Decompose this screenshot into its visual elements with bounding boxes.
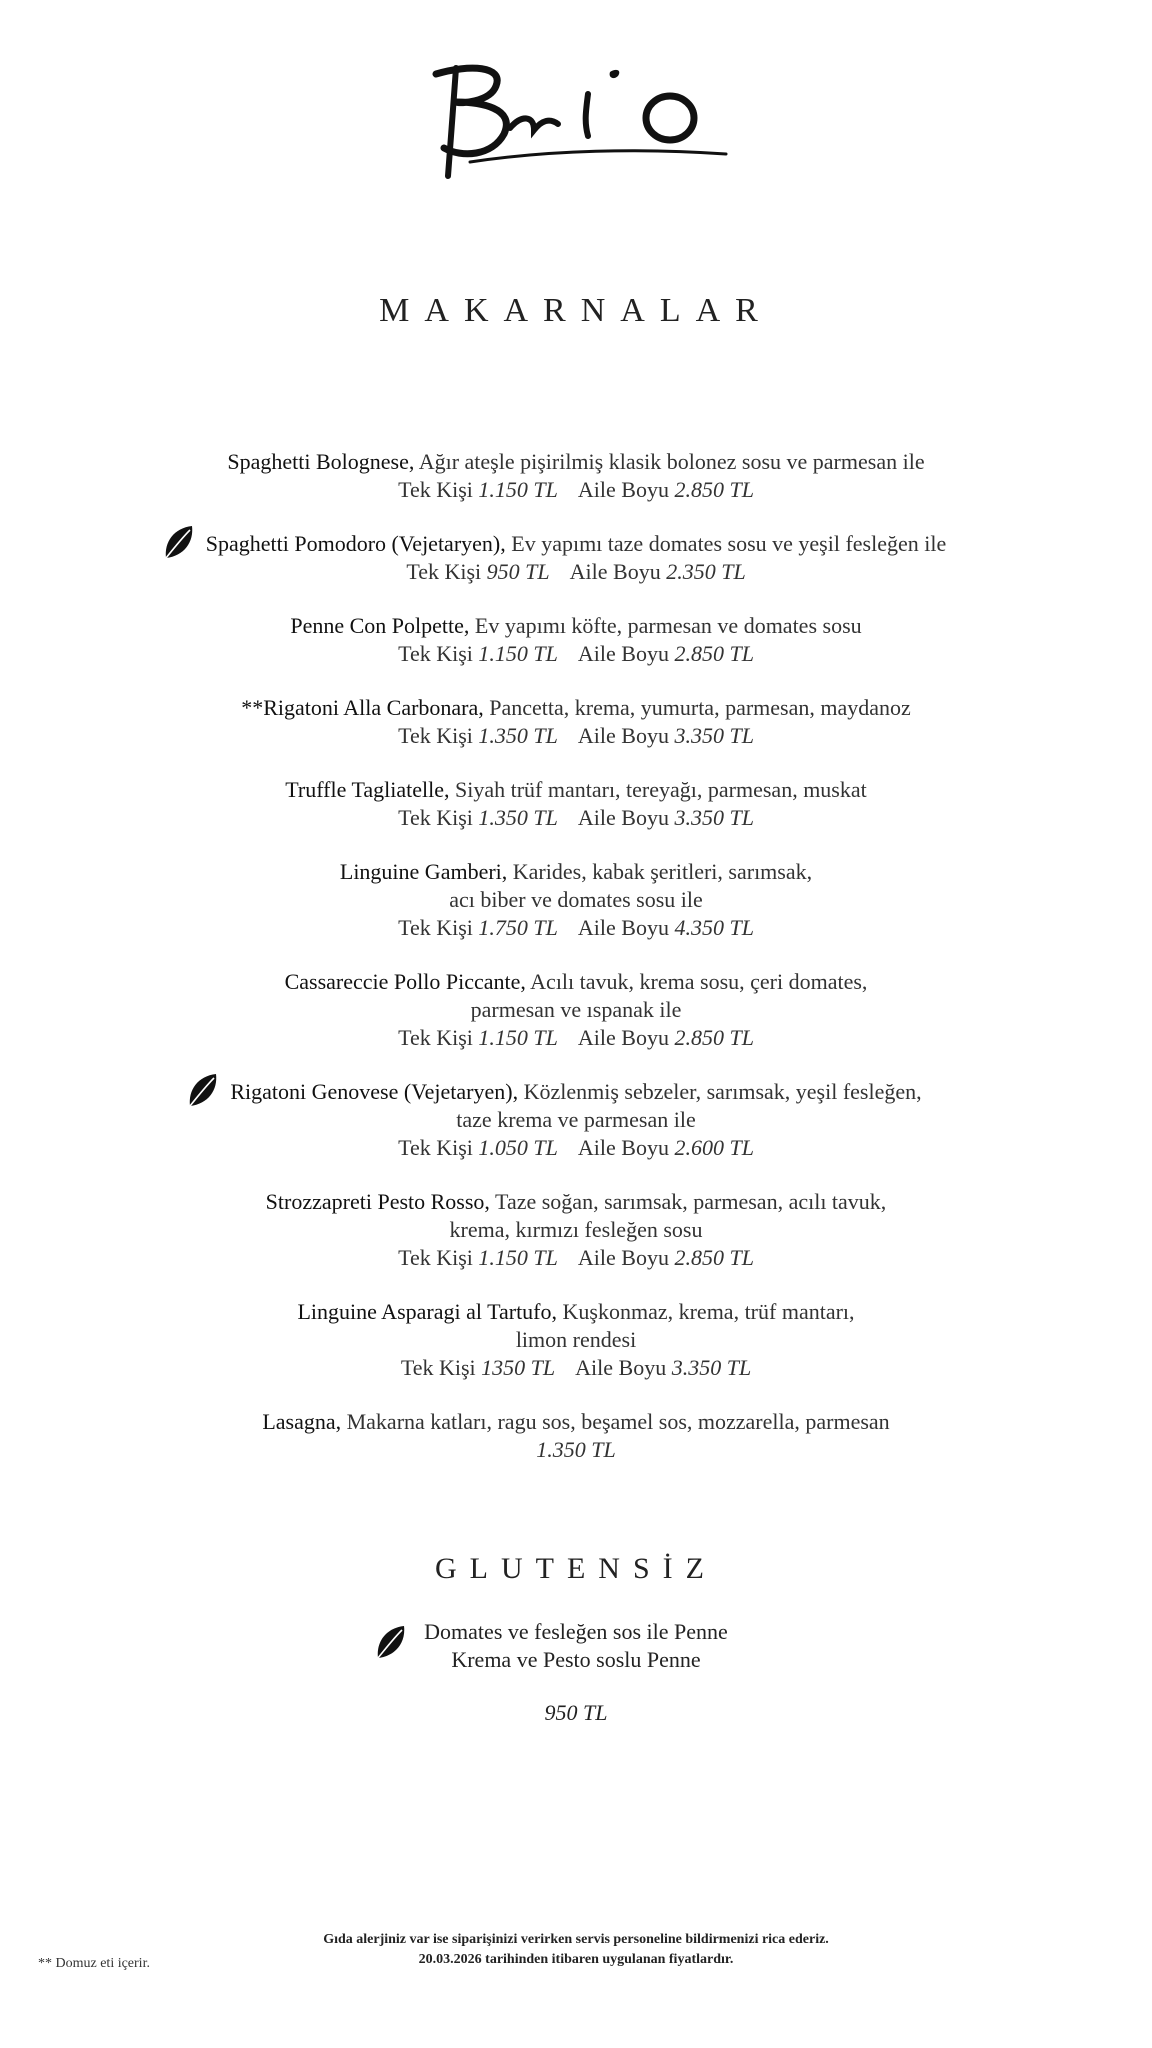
price-label-family: Aile Boyu	[577, 805, 669, 830]
menu-item-title-line	[0, 858, 1152, 886]
menu-item-description: Ev yapımı taze domates sosu ve yeşil fesleğen ile	[511, 531, 947, 556]
menu-item-description: Acılı tavuk, krema sosu, çeri domates,	[530, 969, 868, 994]
price-label-single: Tek Kişi	[398, 1025, 473, 1050]
price-single: 1350 TL	[481, 1355, 556, 1380]
gluten-free-line-1: Domates ve fesleğen sos ile Penne	[424, 1619, 728, 1644]
menu-item-heading	[297, 1298, 854, 1326]
menu-item-heading	[230, 1078, 921, 1106]
price-single: 1.150 TL	[478, 641, 558, 666]
price-date-note: 20.03.2026 tarihinden itibaren uygulanan fiyatlardır.	[418, 1952, 734, 1967]
menu-item-title-line	[0, 448, 1152, 476]
menu-item-name: Truffle Tagliatelle,	[285, 777, 450, 802]
menu-item-heading	[227, 448, 924, 476]
section-title-makarnalar: MAKARNALAR	[379, 292, 773, 329]
menu-item	[0, 776, 1152, 832]
menu-item-description: Makarna katları, ragu sos, beşamel sos, mozzarella, parmesan	[346, 1409, 890, 1434]
menu-item-name: **Rigatoni Alla Carbonara,	[241, 695, 484, 720]
price-family: 2.850 TL	[674, 1245, 754, 1270]
price-label-single: Tek Kişi	[398, 723, 473, 748]
leaf-icon	[186, 1070, 220, 1110]
menu-item-heading	[266, 1188, 887, 1216]
menu-item-heading	[285, 968, 868, 996]
menu-item-description-cont: taze krema ve parmesan ile	[456, 1107, 696, 1132]
price-label-family: Aile Boyu	[577, 723, 669, 748]
leaf-icon	[374, 1622, 408, 1662]
menu-item-description-cont: limon rendesi	[515, 1327, 637, 1352]
menu-item-description: Kuşkonmaz, krema, trüf mantarı,	[562, 1299, 855, 1324]
price-label-single: Tek Kişi	[398, 805, 473, 830]
menu-item-heading	[262, 1408, 889, 1436]
menu-item-prices	[0, 914, 1152, 942]
price-family: 3.350 TL	[674, 805, 754, 830]
price-label-single: Tek Kişi	[398, 641, 473, 666]
menu-item-prices	[0, 1354, 1152, 1382]
menu-item	[0, 1078, 1152, 1162]
price-single: 1.150 TL	[478, 1245, 558, 1270]
price-single: 1.050 TL	[478, 1135, 558, 1160]
menu-item-description: Közlenmiş sebzeler, sarımsak, yeşil fesleğen,	[523, 1079, 922, 1104]
menu-item	[0, 858, 1152, 942]
menu-item	[0, 448, 1152, 504]
brio-logo	[430, 58, 730, 188]
gluten-free-line-2: Krema ve Pesto soslu Penne	[451, 1647, 701, 1672]
menu-item-description: Ağır ateşle pişirilmiş klasik bolonez sosu ve parmesan ile	[418, 449, 925, 474]
menu-item-prices	[0, 558, 1152, 586]
menu-item-description: Karides, kabak şeritleri, sarımsak,	[512, 859, 813, 884]
menu-item-description-cont: krema, kırmızı fesleğen sosu	[449, 1217, 703, 1242]
price-single: 1.350 TL	[478, 805, 558, 830]
footer-notes	[0, 1930, 1152, 1970]
menu-item-title-line	[0, 1298, 1152, 1326]
menu-item	[0, 1188, 1152, 1272]
menu-item-prices	[0, 804, 1152, 832]
menu-item-heading	[241, 694, 911, 722]
price-label-single: Tek Kişi	[398, 915, 473, 940]
menu-item-name: Cassareccie Pollo Piccante,	[284, 969, 526, 994]
menu-item-heading	[206, 530, 946, 558]
menu-item-name: Spaghetti Pomodoro (Vejetaryen),	[205, 531, 506, 556]
menu-item-title-line	[0, 694, 1152, 722]
price-family: 2.850 TL	[674, 1025, 754, 1050]
price-single: 950 TL	[486, 559, 550, 584]
menu-item	[0, 530, 1152, 586]
price-label-single: Tek Kişi	[400, 1355, 476, 1380]
menu-item-name: Strozzapreti Pesto Rosso,	[265, 1189, 490, 1214]
menu-item-description: Taze soğan, sarımsak, parmesan, acılı tavuk,	[495, 1189, 887, 1214]
menu-item-name: Spaghetti Bolognese,	[227, 449, 415, 474]
price-family: 3.350 TL	[671, 1355, 752, 1380]
menu-item-title-line	[0, 1078, 1152, 1106]
price-single: 1.150 TL	[478, 1025, 558, 1050]
menu-item-description-cont: parmesan ve ıspanak ile	[470, 997, 682, 1022]
menu-item-prices	[0, 476, 1152, 504]
menu-item	[0, 694, 1152, 750]
price-label-single: Tek Kişi	[398, 1245, 473, 1270]
menu-item-title-line	[0, 530, 1152, 558]
allergy-note: Gıda alerjiniz var ise siparişinizi verirken servis personeline bildirmenizi rica ederiz.	[323, 1932, 829, 1947]
menu-item	[0, 968, 1152, 1052]
pork-note: ** Domuz eti içerir.	[38, 1956, 150, 1971]
leaf-icon	[162, 522, 196, 562]
menu-item-heading	[290, 612, 861, 640]
menu-item-prices	[0, 640, 1152, 668]
menu-item-description: Ev yapımı köfte, parmesan ve domates sosu	[474, 613, 862, 638]
price-single: 1.750 TL	[478, 915, 558, 940]
price-label-family: Aile Boyu	[577, 477, 669, 502]
price-label-family: Aile Boyu	[577, 1025, 669, 1050]
price-family: 2.850 TL	[674, 477, 754, 502]
menu-item-title-line	[0, 776, 1152, 804]
price-label-single: Tek Kişi	[398, 1135, 473, 1160]
menu-item-title-line	[0, 968, 1152, 996]
price-label-family: Aile Boyu	[577, 1135, 669, 1160]
price-label-family: Aile Boyu	[577, 641, 669, 666]
price-label-family: Aile Boyu	[577, 915, 669, 940]
menu-item-description-cont: acı biber ve domates sosu ile	[449, 887, 703, 912]
menu-item-name: Penne Con Polpette,	[290, 613, 470, 638]
menu-item	[0, 1408, 1152, 1464]
price-label-single: Tek Kişi	[406, 559, 482, 584]
menu-item-title-line	[0, 612, 1152, 640]
price-label-family: Aile Boyu	[575, 1355, 667, 1380]
price-family: 2.350 TL	[666, 559, 746, 584]
price-label-family: Aile Boyu	[577, 1245, 669, 1270]
menu-item-name: Rigatoni Genovese (Vejetaryen),	[230, 1079, 519, 1104]
menu-item-description: Pancetta, krema, yumurta, parmesan, maydanoz	[489, 695, 911, 720]
menu-item-prices	[0, 1244, 1152, 1272]
menu-item-description: Siyah trüf mantarı, tereyağı, parmesan, muskat	[454, 777, 867, 802]
gluten-free-item	[0, 1618, 1152, 1674]
price-family: 2.850 TL	[674, 641, 754, 666]
menu-item-heading	[285, 776, 867, 804]
price-family: 4.350 TL	[674, 915, 754, 940]
menu-item-prices	[0, 1024, 1152, 1052]
menu-item-price: 1.350 TL	[536, 1437, 616, 1462]
menu-item-title-line	[0, 1188, 1152, 1216]
price-label-family: Aile Boyu	[569, 559, 661, 584]
menu-item-title-line	[0, 1408, 1152, 1436]
gluten-free-price: 950 TL	[544, 1700, 608, 1725]
menu-item-prices	[0, 1436, 1152, 1464]
price-single: 1.150 TL	[478, 477, 558, 502]
menu-item-prices	[0, 722, 1152, 750]
price-family: 3.350 TL	[674, 723, 754, 748]
section-title-glutensiz: GLUTENSİZ	[435, 1552, 717, 1585]
menu-item	[0, 612, 1152, 668]
menu-item-name: Lasagna,	[262, 1409, 342, 1434]
pasta-menu	[0, 448, 1152, 1490]
menu-item-name: Linguine Asparagi al Tartufo,	[297, 1299, 558, 1324]
price-family: 2.600 TL	[674, 1135, 754, 1160]
menu-item-prices	[0, 1134, 1152, 1162]
price-label-single: Tek Kişi	[398, 477, 473, 502]
menu-item-name: Linguine Gamberi,	[339, 859, 508, 884]
menu-item-heading	[340, 858, 812, 886]
price-single: 1.350 TL	[478, 723, 558, 748]
menu-item	[0, 1298, 1152, 1382]
